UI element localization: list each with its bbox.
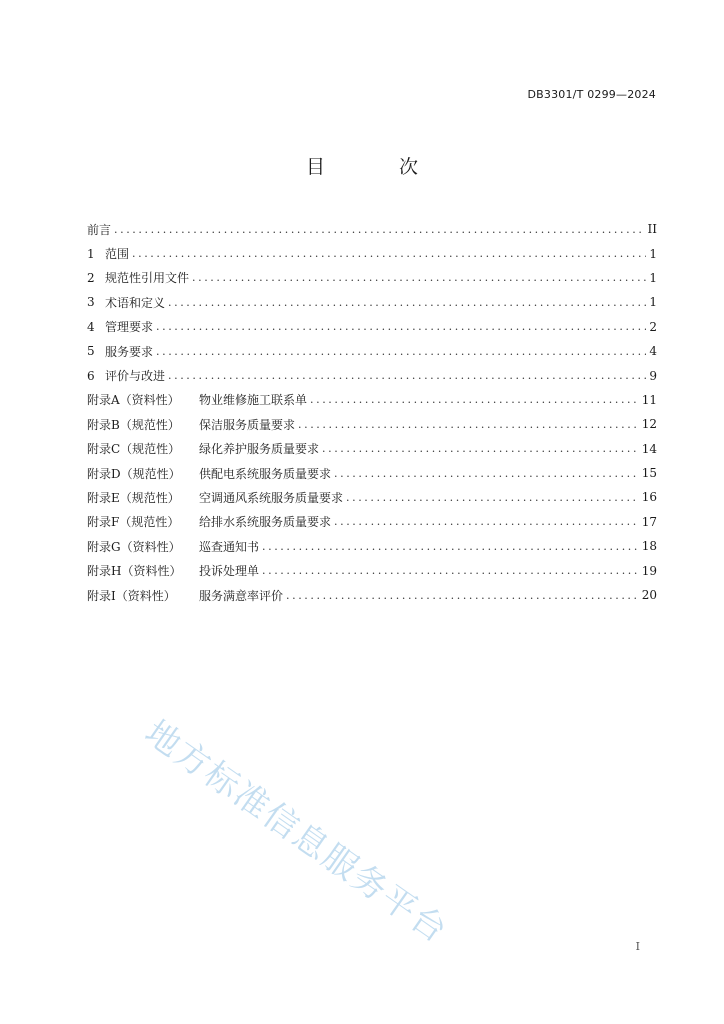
dot-leader [156,320,646,333]
dot-leader [262,540,639,553]
toc-entry-annex-c[interactable] [87,437,657,461]
toc-entry-annex-e[interactable] [87,485,657,509]
toc-annex-label: 附录F（规范性） [87,515,180,530]
dot-leader [322,442,639,455]
toc-entry-page: 11 [641,392,657,407]
dot-leader [334,515,639,528]
toc-entry-label: 空调通风系统服务质量要求 [199,490,344,505]
toc-entry-label: 范围 [105,247,130,262]
dot-leader [168,296,646,309]
dot-leader [346,491,639,504]
document-code: DB3301/T 0299—2024 [527,88,656,101]
toc-entry-number: 1 [87,246,95,261]
toc-entry-annex-h[interactable] [87,558,657,582]
toc-entry-1[interactable] [87,241,657,265]
toc-annex-label: 附录A（资料性） [87,393,180,408]
toc-entry-annex-b[interactable] [87,412,657,436]
toc-entry-number: 6 [87,368,95,383]
toc-entry-annex-a[interactable] [87,388,657,412]
toc-entry-2[interactable] [87,266,657,290]
toc-entry-3[interactable] [87,290,657,314]
toc-entry-annex-f[interactable] [87,510,657,534]
dot-leader [262,564,639,577]
dot-leader [114,223,645,236]
toc-entry-foreword[interactable] [87,217,657,241]
toc-annex-label: 附录G（资料性） [87,539,181,554]
toc-annex-label: 附录E（规范性） [87,490,180,505]
toc-entry-5[interactable] [87,339,657,363]
toc-entry-label: 物业维修施工联系单 [199,393,308,408]
toc-entry-page: 4 [649,344,657,359]
toc-entry-page: 9 [649,368,657,383]
toc-entry-label: 术语和定义 [105,295,166,310]
toc-entry-label: 规范性引用文件 [105,271,190,286]
toc-entry-page: 18 [641,539,657,554]
toc-entry-label: 投诉处理单 [199,564,260,579]
table-of-contents [87,217,657,607]
page-number: I [635,940,640,953]
toc-entry-label: 供配电系统服务质量要求 [199,466,332,481]
toc-entry-annex-i[interactable] [87,583,657,607]
toc-entry-number: 2 [87,270,95,285]
dot-leader [298,418,639,431]
toc-entry-annex-g[interactable] [87,534,657,558]
toc-entry-page: 1 [649,246,657,261]
toc-entry-page: II [647,222,657,237]
toc-entry-page: 15 [641,466,657,481]
toc-entry-4[interactable] [87,315,657,339]
dot-leader [156,345,646,358]
toc-entry-page: 20 [641,588,657,603]
toc-annex-label: 附录I（资料性） [87,588,176,603]
dot-leader [334,467,639,480]
toc-entry-page: 1 [649,270,657,285]
toc-entry-page: 16 [641,490,657,505]
toc-entry-number: 4 [87,319,95,334]
toc-entry-label: 绿化养护服务质量要求 [199,442,320,457]
toc-entry-page: 12 [641,417,657,432]
dot-leader [132,247,646,260]
toc-entry-label: 给排水系统服务质量要求 [199,515,332,530]
toc-entry-label: 服务满意率评价 [199,588,284,603]
toc-entry-number: 5 [87,344,95,359]
toc-entry-label: 巡查通知书 [199,539,260,554]
watermark: 地方标准信息服务平台 [137,712,456,952]
toc-entry-label: 评价与改进 [105,369,166,384]
toc-entry-page: 2 [649,319,657,334]
toc-entry-label: 前言 [87,222,112,237]
toc-entry-page: 19 [641,563,657,578]
toc-entry-page: 17 [641,514,657,529]
dot-leader [286,589,639,602]
toc-entry-annex-d[interactable] [87,461,657,485]
toc-entry-page: 14 [641,441,657,456]
toc-entry-label: 服务要求 [105,344,154,359]
toc-entry-6[interactable] [87,363,657,387]
dot-leader [310,393,639,406]
page-title: 目 次 [305,156,453,178]
toc-entry-number: 3 [87,295,95,310]
toc-annex-label: 附录H（资料性） [87,564,182,579]
toc-entry-label: 保洁服务质量要求 [199,417,296,432]
toc-entry-label: 管理要求 [105,320,154,335]
toc-entry-page: 1 [649,295,657,310]
toc-annex-label: 附录B（规范性） [87,417,180,432]
dot-leader [168,369,646,382]
dot-leader [192,271,646,284]
toc-annex-label: 附录D（规范性） [87,466,181,481]
toc-annex-label: 附录C（规范性） [87,442,181,457]
